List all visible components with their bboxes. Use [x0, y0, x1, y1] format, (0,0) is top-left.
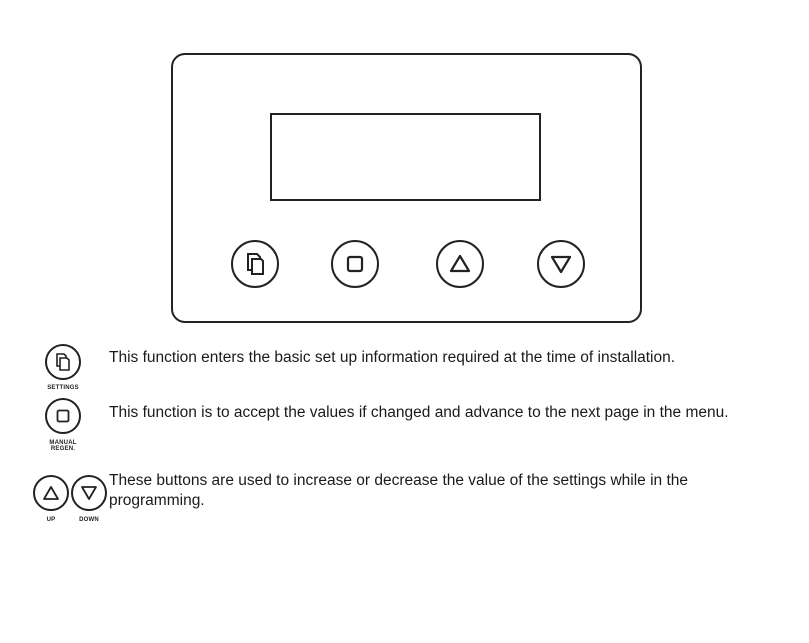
triangle-down-icon [78, 482, 100, 504]
triangle-down-icon [547, 250, 575, 278]
square-icon [52, 405, 74, 427]
settings-description: This function enters the basic set up information required at the time of installation. [109, 349, 676, 366]
manual-caption-line1: MANUAL [49, 440, 77, 446]
manual-regen-button[interactable] [331, 240, 379, 288]
manual-regen-description: This function is to accept the values if changed and advance to the next page in the menu. [109, 404, 729, 421]
legend-manual-regen-icon [45, 398, 81, 434]
legend-down-icon [71, 475, 107, 511]
down-caption: DOWN [79, 517, 99, 523]
up-down-description: These buttons are used to increase or decrease the value of the settings while in the programming. [109, 472, 689, 509]
triangle-up-icon [446, 250, 474, 278]
square-icon [341, 250, 369, 278]
settings-button[interactable] [231, 240, 279, 288]
manual-regen-caption [42, 440, 84, 452]
settings-caption: SETTINGS [47, 385, 79, 391]
up-caption: UP [46, 517, 56, 523]
display-screen [270, 113, 541, 201]
legend-up-icon [33, 475, 69, 511]
manual-caption-line2: REGEN. [50, 446, 76, 452]
up-button[interactable] [436, 240, 484, 288]
legend-settings-icon [45, 344, 81, 380]
triangle-up-icon [40, 482, 62, 504]
settings-icon [241, 250, 269, 278]
settings-icon [52, 351, 74, 373]
down-button[interactable] [537, 240, 585, 288]
